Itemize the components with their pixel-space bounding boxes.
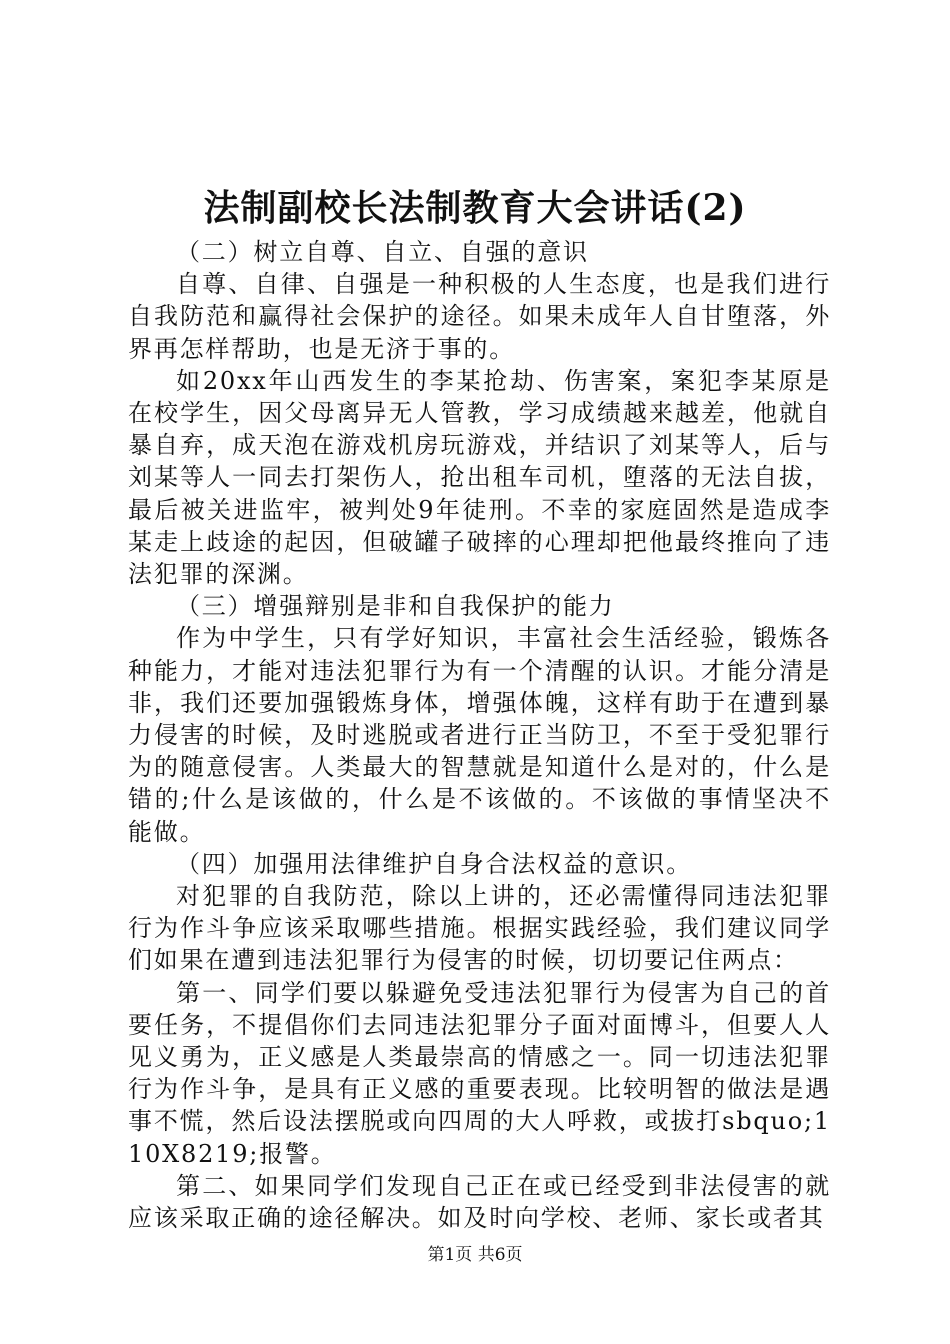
document-body — [128, 236, 831, 1234]
paragraph: 如20xx年山西发生的李某抢劫、伤害案，案犯李某原是在校学生，因父母离异无人管教，学习成绩越来越差，他就自暴自弃，成天泡在游戏机房玩游戏，并结识了刘某等人，后与刘某等人一同去打架伤人，抢出租车司机，堕落的无法自拔，最后被关进监牢，被判处9年徒刑。不幸的家庭固然是造成李某走上歧途的起因，但破罐子破摔的心理却把他最终推向了违法犯罪的深渊。 — [128, 366, 831, 589]
paragraph: 第二、如果同学们发现自己正在或已经受到非法侵害的就应该采取正确的途径解决。如及时向学校、老师、家长或者其 — [128, 1171, 831, 1233]
section-heading-3: （三）增强辩别是非和自我保护的能力 — [176, 592, 615, 621]
paragraph: 对犯罪的自我防范，除以上讲的，还必需懂得同违法犯罪行为作斗争应该采取哪些措施。根据实践经验，我们建议同学们如果在遭到违法犯罪行为侵害的时候，切切要记住两点： — [128, 882, 831, 975]
page-footer: 第1页 共6页 — [427, 1245, 523, 1265]
document-title: 法制副校长法制教育大会讲话(2) — [203, 187, 747, 229]
section-heading-2: （二）树立自尊、自立、自强的意识 — [176, 238, 589, 266]
section-heading-4: （四）加强用法律维护自身合法权益的意识。 — [176, 849, 692, 878]
paragraph: 第一、同学们要以躲避免受违法犯罪行为侵害为自己的首要任务，不提倡你们去同违法犯罪分子面对面博斗，但要人人见义勇为，正义感是人类最崇高的情感之一。同一切违法犯罪行为作斗争，是具有正义感的重要表现。比较明智的做法是遇事不慌，然后设法摆脱或向四周的大人呼救，或拔打sbquo;110X8219;报警。 — [128, 978, 831, 1168]
paragraph: 作为中学生，只有学好知识，丰富社会生活经验，锻炼各种能力，才能对违法犯罪行为有一个清醒的认识。才能分清是非，我们还要加强锻炼身体，增强体魄，这样有助于在遭到暴力侵害的时候，及时逃脱或者进行正当防卫，不至于受犯罪行为的随意侵害。人类最大的智慧就是知道什么是对的，什么是错的;什么是该做的，什么是不该做的。不该做的事情坚决不能做。 — [128, 624, 831, 846]
paragraph: 自尊、自律、自强是一种积极的人生态度，也是我们进行自我防范和赢得社会保护的途径。如果未成年人自甘堕落，外界再怎样帮助，也是无济于事的。 — [128, 270, 831, 363]
